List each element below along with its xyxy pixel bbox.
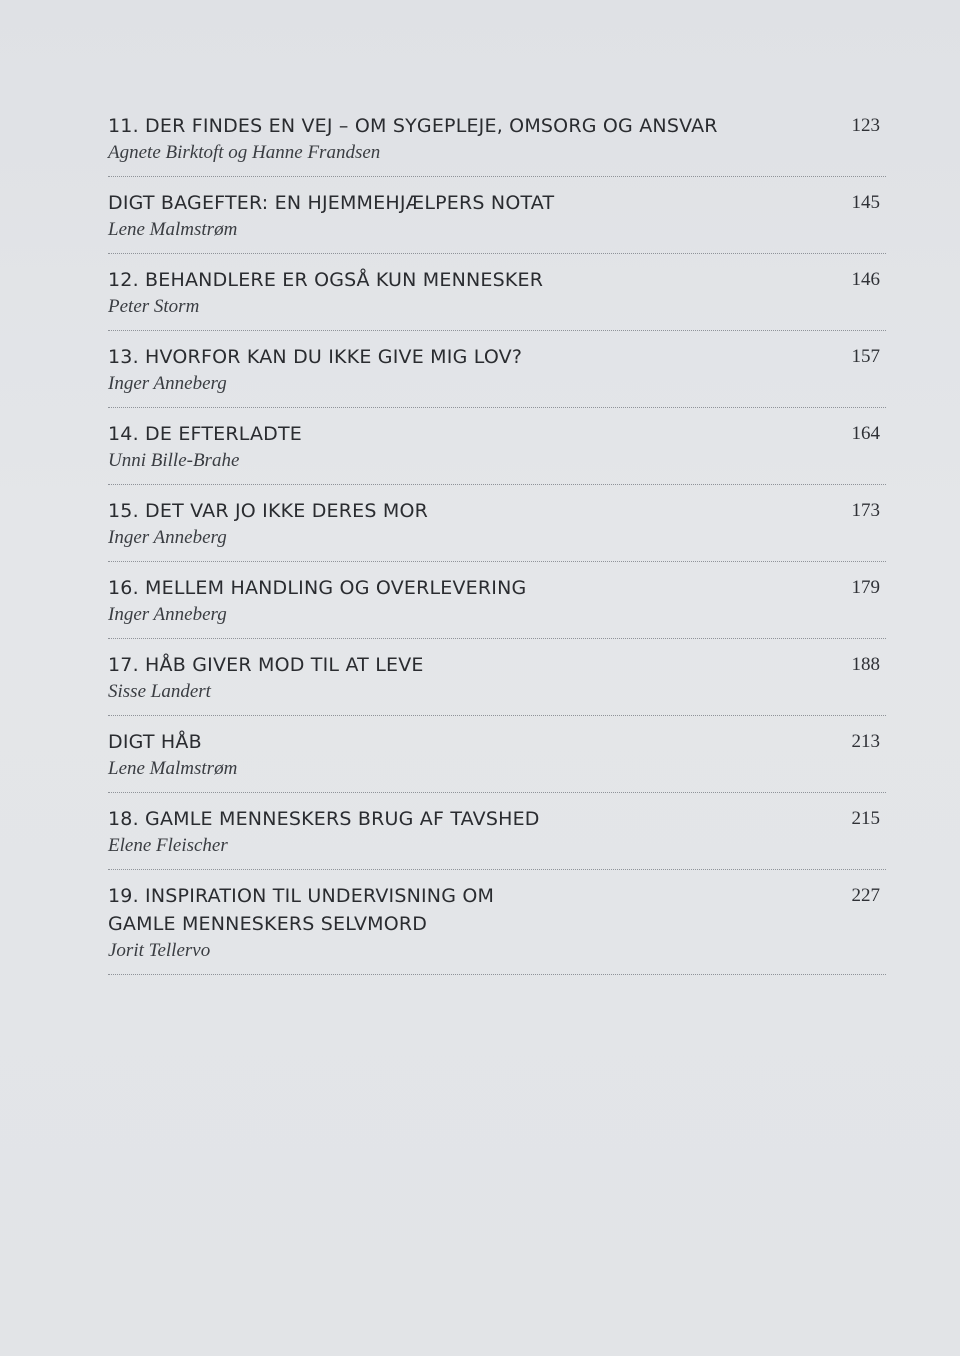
toc-entry (108, 651, 886, 716)
chapter-author: Sisse Landert (108, 681, 211, 702)
chapter-title: 11. DER FINDES EN VEJ – OM SYGEPLEJE, OMSORG OG ANSVAR (108, 115, 718, 137)
chapter-author: Jorit Tellervo (108, 940, 211, 961)
toc-entry (108, 343, 886, 408)
toc-entry (108, 189, 886, 254)
chapter-author: Inger Anneberg (108, 527, 227, 548)
toc-entry (108, 728, 886, 793)
page-number: 215 (851, 808, 880, 829)
chapter-author: Lene Malmstrøm (108, 219, 238, 240)
chapter-title: 19. INSPIRATION TIL UNDERVISNING OM GAMLE MENNESKERS SELVMORD (108, 885, 495, 935)
toc-entry (108, 805, 886, 870)
page-number: 213 (851, 731, 880, 752)
chapter-author: Peter Storm (108, 296, 200, 317)
chapter-author: Inger Anneberg (108, 373, 227, 394)
page-number: 157 (851, 346, 880, 367)
chapter-author: Inger Anneberg (108, 604, 227, 625)
toc-entry (108, 882, 886, 975)
page-number: 123 (851, 115, 880, 136)
page-number: 146 (851, 269, 880, 290)
page-number: 164 (851, 423, 880, 444)
chapter-title: 12. BEHANDLERE ER OGSÅ KUN MENNESKER (108, 269, 544, 291)
chapter-title: DIGT HÅB (108, 731, 202, 753)
chapter-author: Elene Fleischer (108, 835, 228, 856)
chapter-title: 16. MELLEM HANDLING OG OVERLEVERING (108, 577, 527, 599)
chapter-title: DIGT BAGEFTER: EN HJEMMEHJÆLPERS NOTAT (108, 192, 555, 214)
chapter-author: Lene Malmstrøm (108, 758, 238, 779)
table-of-contents (108, 112, 886, 987)
chapter-title: 13. HVORFOR KAN DU IKKE GIVE MIG LOV? (108, 346, 523, 368)
chapter-author: Agnete Birktoft og Hanne Frandsen (108, 142, 381, 163)
page-number: 173 (851, 500, 880, 521)
toc-entry (108, 112, 886, 177)
page-number: 179 (851, 577, 880, 598)
toc-entry (108, 574, 886, 639)
toc-entry (108, 497, 886, 562)
chapter-author: Unni Bille-Brahe (108, 450, 240, 471)
page-number: 145 (851, 192, 880, 213)
chapter-title: 17. HÅB GIVER MOD TIL AT LEVE (108, 654, 424, 676)
page-number: 227 (851, 885, 880, 906)
page-number: 188 (851, 654, 880, 675)
chapter-title: 18. GAMLE MENNESKERS BRUG AF TAVSHED (108, 808, 540, 830)
toc-entry (108, 266, 886, 331)
chapter-title: 15. DET VAR JO IKKE DERES MOR (108, 500, 429, 522)
toc-entry (108, 420, 886, 485)
chapter-title: 14. DE EFTERLADTE (108, 423, 303, 445)
